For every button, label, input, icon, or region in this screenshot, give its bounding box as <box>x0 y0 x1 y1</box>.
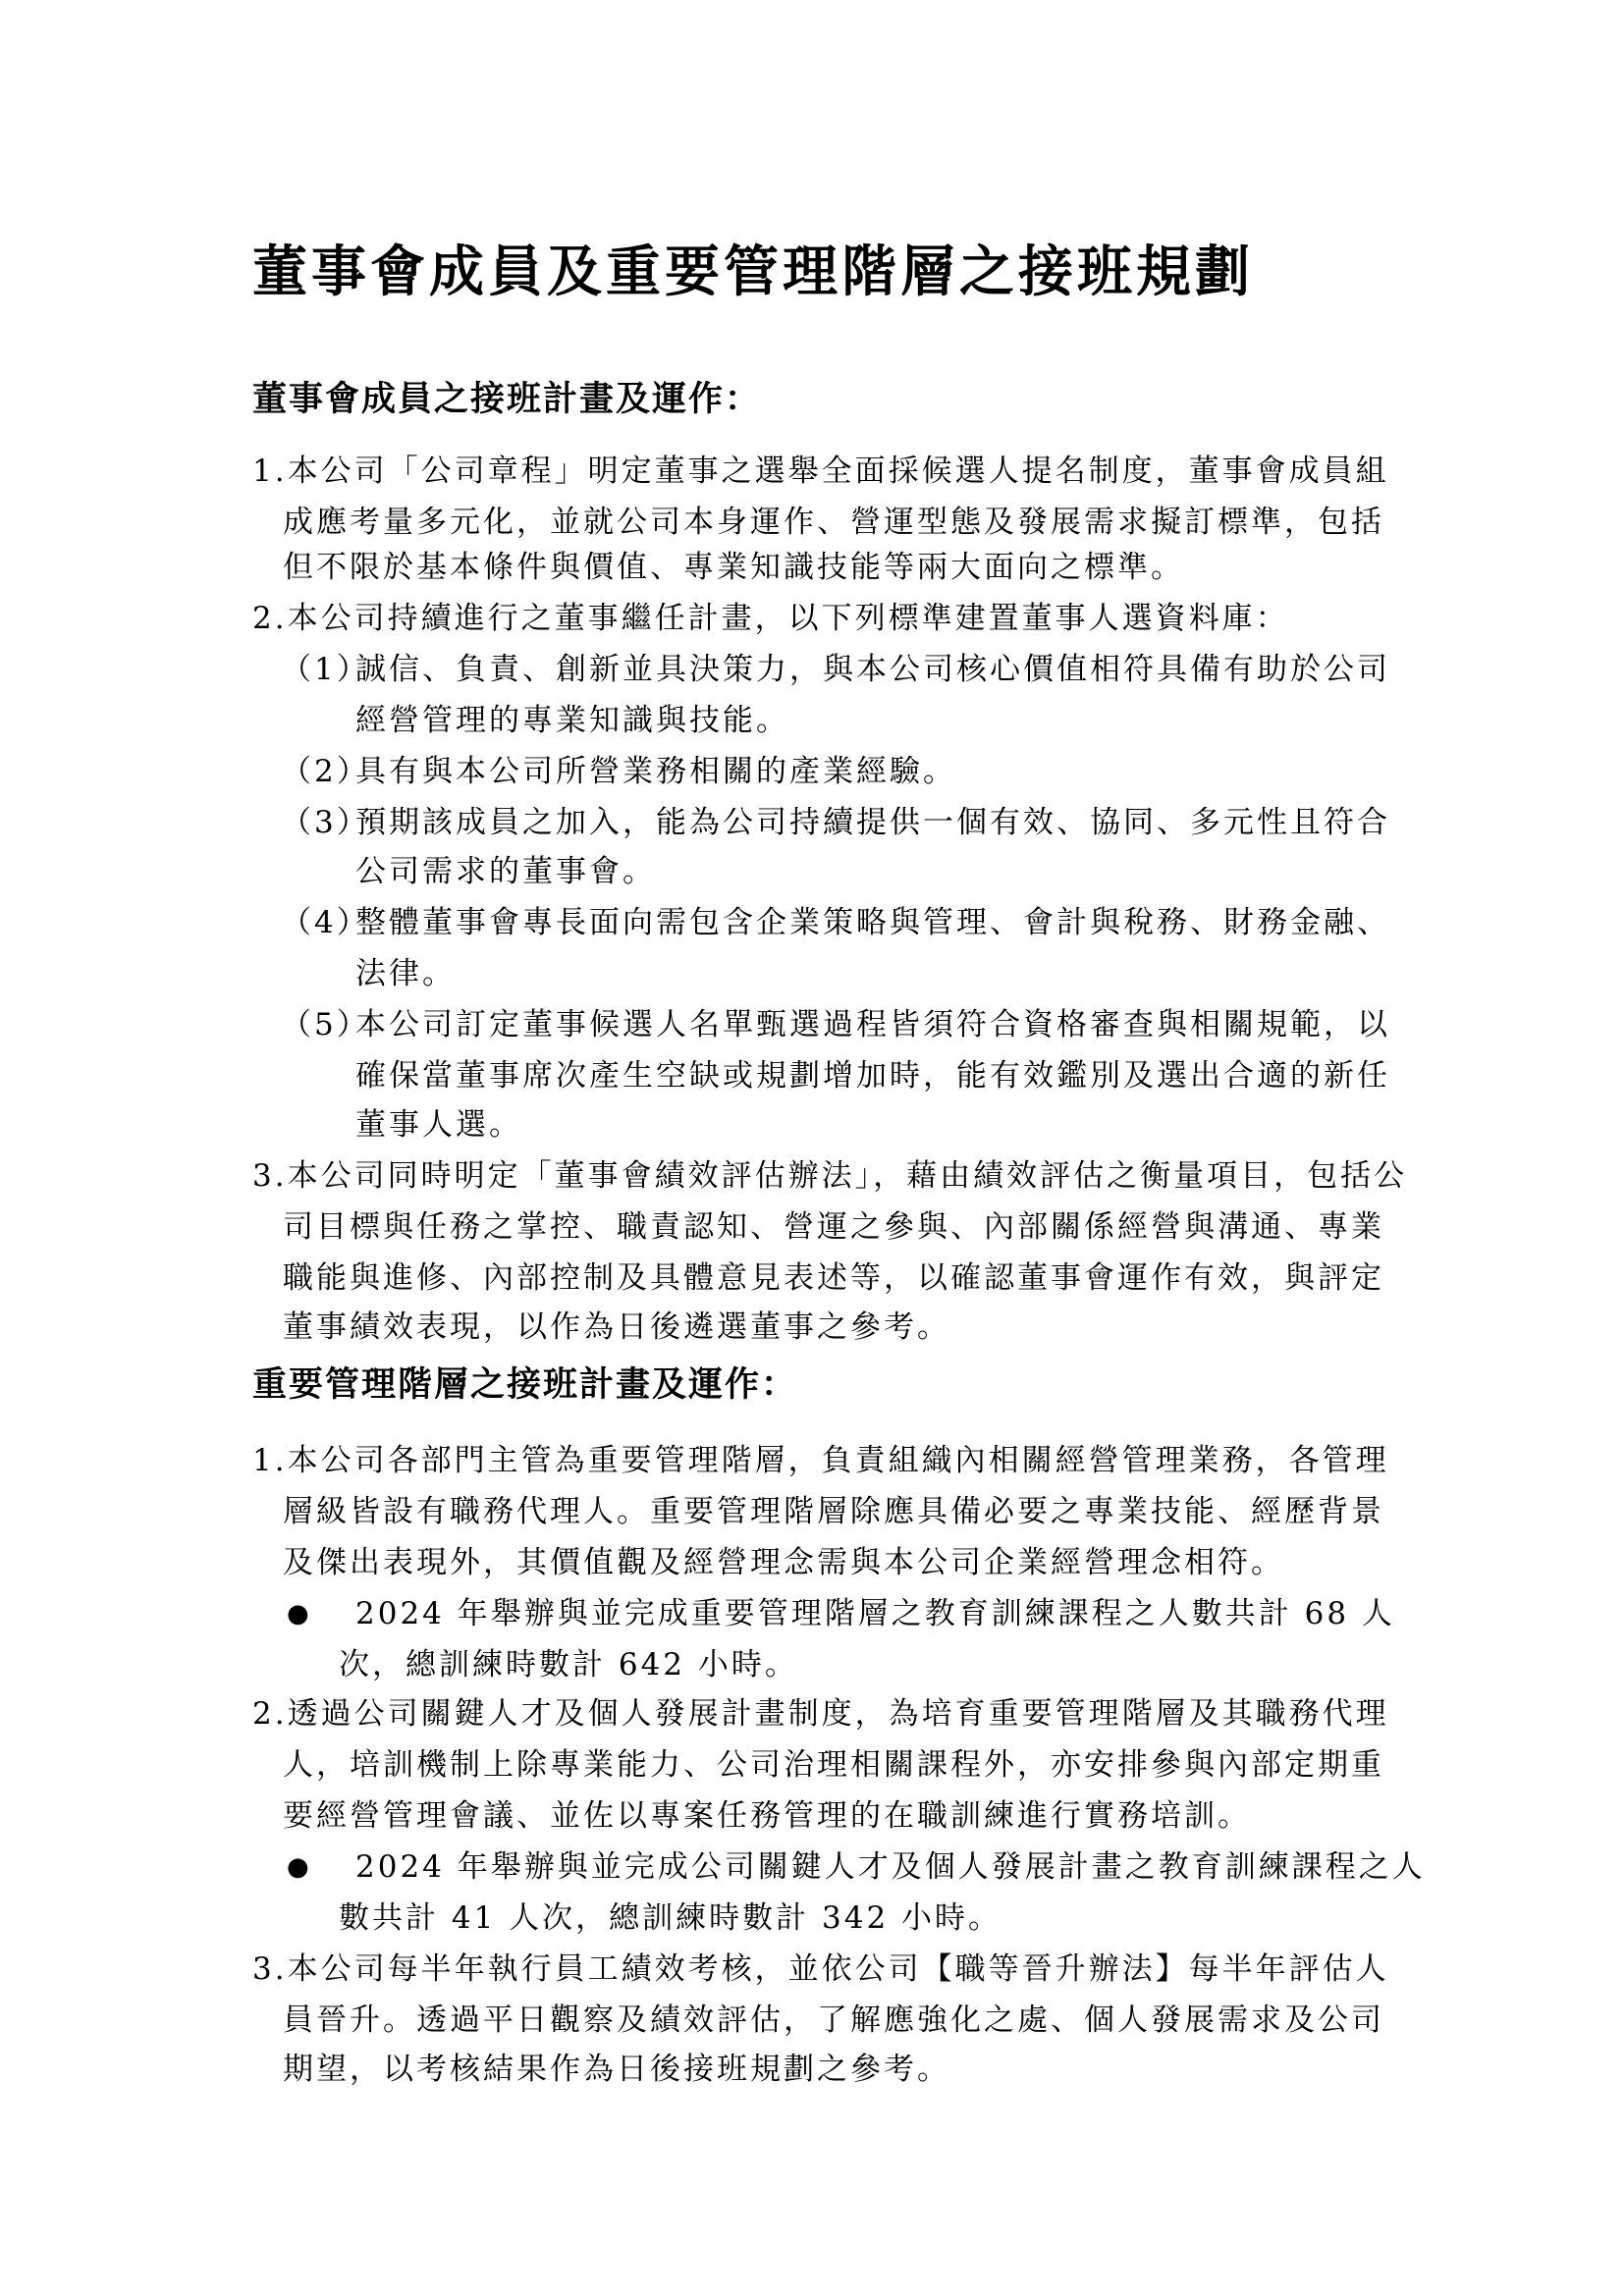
board-sub4-line1: 整體董事會專長面向需包含企業策略與管理、會計與稅務、財務金融、 <box>355 905 1390 940</box>
board-sub3-line2: 公司需求的董事會。 <box>355 854 656 889</box>
board-sub5-line2: 確保當董事席次產生空缺或規劃增加時，能有效鑑別及選出合適的新任 <box>355 1058 1390 1094</box>
page-title: 董事會成員及重要管理階層之接班規劃 <box>252 240 1254 304</box>
management-section-heading: 重要管理階層之接班計畫及運作： <box>252 1365 798 1405</box>
board-sub2-line1: 具有與本公司所營業務相關的產業經驗。 <box>355 754 956 789</box>
board-sub3-line1: 預期該成員之加入，能為公司持續提供一個有效、協同、多元性且符合 <box>355 805 1390 840</box>
mgmt-item1-line1: 1.本公司各部門主管為重要管理階層，負責組織內相關經營管理業務，各管理 <box>252 1443 1389 1478</box>
board-sub2-label: （2） <box>281 754 370 789</box>
board-section-heading: 董事會成員之接班計畫及運作： <box>252 380 762 419</box>
board-item3-line4: 董事績效表現，以作為日後遴選董事之參考。 <box>283 1309 950 1345</box>
board-item1-line3: 但不限於基本條件與價值、專業知識技能等兩大面向之標準。 <box>283 550 1184 585</box>
board-item1-line1: 1.本公司「公司章程」明定董事之選舉全面採候選人提名制度，董事會成員組 <box>252 454 1389 489</box>
mgmt-item2-line1: 2.透過公司關鍵人才及個人發展計畫制度，為培育重要管理階層及其職務代理 <box>252 1696 1389 1732</box>
board-item3-line2: 司目標與任務之掌控、職責認知、營運之參與、內部關係經營與溝通、專業 <box>283 1209 1384 1245</box>
board-sub5-line1: 本公司訂定董事候選人名單甄選過程皆須符合資格審查與相關規範，以 <box>355 1007 1390 1042</box>
mgmt-item2-line2: 人，培訓機制上除專業能力、公司治理相關課程外，亦安排參與內部定期重 <box>283 1747 1384 1783</box>
mgmt-item1-bullet-line2: 次，總訓練時數計 642 小時。 <box>339 1647 798 1682</box>
mgmt-item3-line3: 期望，以考核結果作為日後接班規劃之參考。 <box>283 2052 950 2087</box>
mgmt-item1-bullet-line1: 2024 年舉辦與並完成重要管理階層之教育訓練課程之人數共計 68 人 <box>355 1596 1395 1631</box>
board-item2-line1: 2.本公司持續進行之董事繼任計畫，以下列標準建置董事人選資料庫： <box>252 601 1289 636</box>
board-sub1-label: （1） <box>281 652 370 687</box>
mgmt-item1-line2: 層級皆設有職務代理人。重要管理階層除應具備必要之專業技能、經歷背景 <box>283 1494 1384 1529</box>
bullet-icon: ● <box>287 1852 309 1882</box>
mgmt-item3-line2: 員晉升。透過平日觀察及績效評估，了解應強化之處、個人發展需求及公司 <box>283 2002 1384 2038</box>
board-sub3-label: （3） <box>281 805 370 840</box>
mgmt-item2-line3: 要經營管理會議、並佐以專案任務管理的在職訓練進行實務培訓。 <box>283 1798 1251 1834</box>
board-item3-line3: 職能與進修、內部控制及具體意見表述等，以確認董事會運作有效，與評定 <box>283 1260 1384 1296</box>
board-sub4-label: （4） <box>281 905 370 940</box>
board-sub4-line2: 法律。 <box>355 956 456 991</box>
bullet-icon: ● <box>287 1599 309 1629</box>
mgmt-item1-line3: 及傑出表現外，其價值觀及經營理念需與本公司企業經營理念相符。 <box>283 1545 1284 1580</box>
mgmt-item2-bullet-line2: 數共計 41 人次，總訓練時數計 342 小時。 <box>339 1900 1002 1936</box>
board-item1-line2: 成應考量多元化，並就公司本身運作、營運型態及發展需求擬訂標準，包括 <box>283 505 1384 540</box>
board-sub5-line3: 董事人選。 <box>355 1107 522 1143</box>
board-sub1-line1: 誠信、負責、創新並具決策力，與本公司核心價值相符具備有助於公司 <box>355 652 1390 687</box>
board-sub1-line2: 經營管理的專業知識與技能。 <box>355 703 789 738</box>
board-sub5-label: （5） <box>281 1007 370 1042</box>
board-item3-line1: 3.本公司同時明定「董事會績效評估辦法」，藉由績效評估之衡量項目，包括公 <box>252 1158 1408 1194</box>
mgmt-item3-line1: 3.本公司每半年執行員工績效考核，並依公司【職等晉升辦法】每半年評估人 <box>252 1951 1389 1987</box>
mgmt-item2-bullet-line1: 2024 年舉辦與並完成公司關鍵人才及個人發展計畫之教育訓練課程之人 <box>355 1849 1426 1885</box>
